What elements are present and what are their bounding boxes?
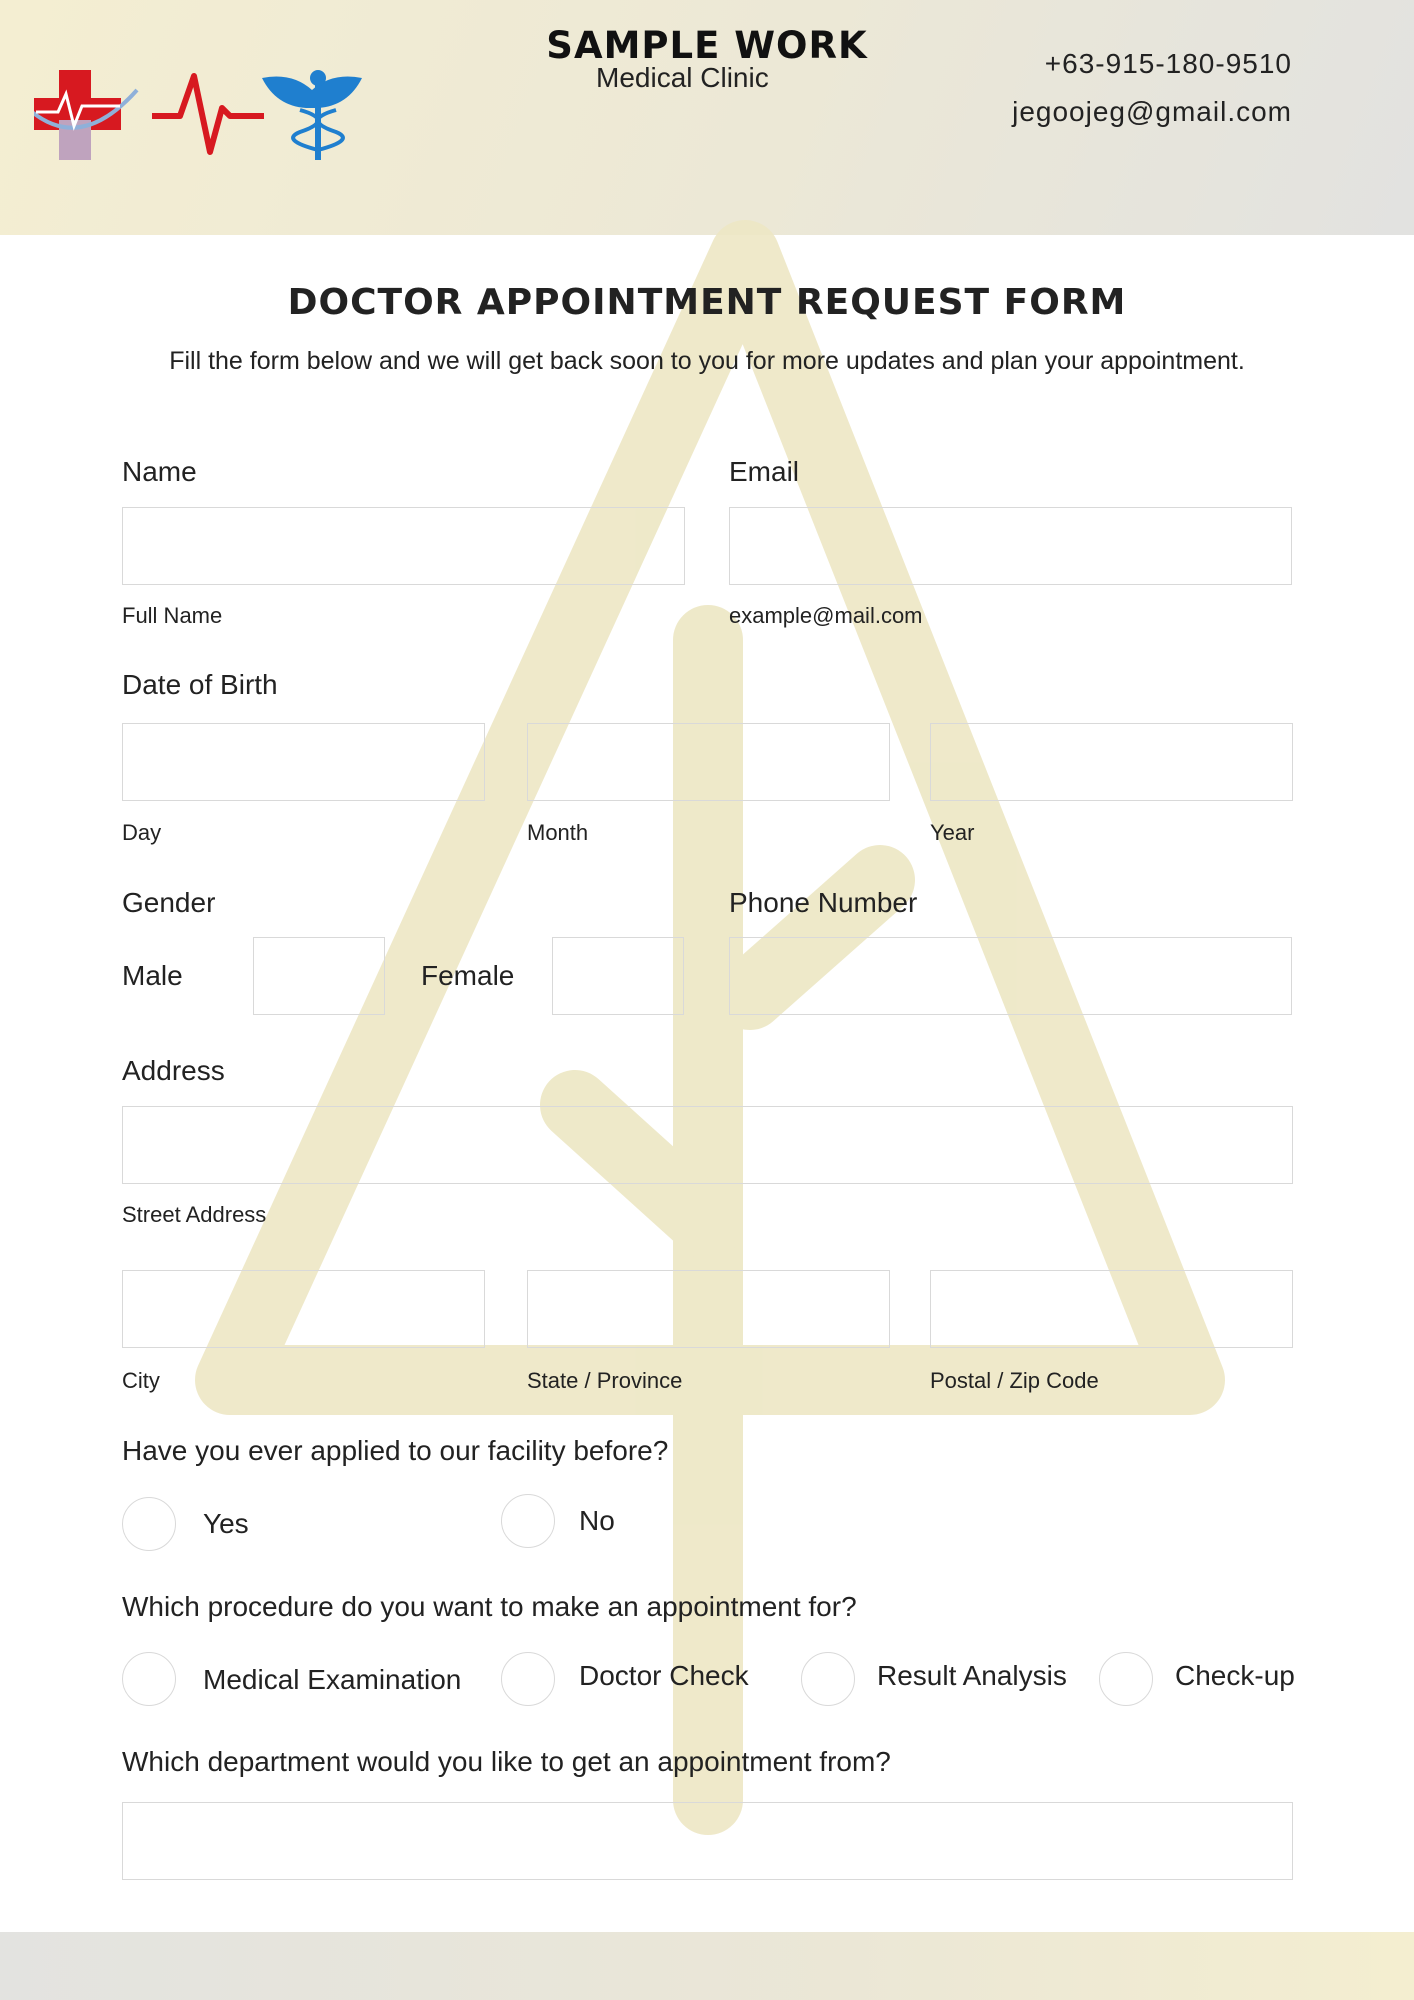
footer-band (0, 1932, 1414, 2000)
contact-phone: +63-915-180-9510 (1044, 48, 1292, 79)
city-input[interactable] (122, 1270, 485, 1348)
dob-label: Date of Birth (122, 669, 278, 700)
dob-day-input[interactable] (122, 723, 485, 801)
procedure-label-medical-examination: Medical Examination (203, 1664, 462, 1695)
brand-title: SAMPLE WORK (546, 24, 868, 67)
applied-yes-radio[interactable] (122, 1497, 176, 1551)
gender-male-box[interactable] (253, 937, 385, 1015)
applied-question: Have you ever applied to our facility before? (122, 1435, 669, 1466)
state-input[interactable] (527, 1270, 890, 1348)
email-label: Email (729, 456, 800, 487)
procedure-label-doctor-check: Doctor Check (579, 1660, 749, 1691)
gender-female-box[interactable] (552, 937, 684, 1015)
address-label: Address (122, 1055, 225, 1086)
procedure-radio-medical-examination[interactable] (122, 1652, 176, 1706)
name-hint: Full Name (122, 603, 223, 628)
city-hint: City (122, 1368, 160, 1393)
gender-male-label: Male (122, 960, 183, 991)
applied-no-label: No (579, 1505, 615, 1536)
logo-group (34, 60, 384, 170)
procedure-label-check-up: Check-up (1175, 1660, 1295, 1691)
dob-month-hint: Month (527, 820, 589, 845)
gender-female-label: Female (421, 960, 515, 991)
contact-email: jegoojeg@gmail.com (1012, 96, 1292, 127)
name-label: Name (122, 456, 197, 487)
email-hint: example@mail.com (729, 603, 923, 628)
dob-year-hint: Year (930, 820, 975, 845)
department-input[interactable] (122, 1802, 1293, 1880)
zip-input[interactable] (930, 1270, 1293, 1348)
procedure-radio-check-up[interactable] (1099, 1652, 1153, 1706)
form-title: DOCTOR APPOINTMENT REQUEST FORM (287, 282, 1127, 323)
street-address-hint: Street Address (122, 1202, 267, 1227)
heartbeat-icon (152, 76, 264, 152)
procedure-radio-doctor-check[interactable] (501, 1652, 555, 1706)
dob-year-input[interactable] (930, 723, 1293, 801)
medical-cross-icon (34, 70, 137, 160)
brand-subtitle: Medical Clinic (596, 62, 769, 93)
phone-label: Phone Number (729, 887, 918, 918)
procedure-question: Which procedure do you want to make an appointment for? (122, 1591, 857, 1622)
procedure-radio-result-analysis[interactable] (801, 1652, 855, 1706)
phone-input[interactable] (729, 937, 1292, 1015)
email-input[interactable] (729, 507, 1292, 585)
dob-month-input[interactable] (527, 723, 890, 801)
dob-day-hint: Day (122, 820, 162, 845)
form-subtitle: Fill the form below and we will get back soon to you for more updates and plan your appointment. (169, 347, 1245, 375)
applied-yes-label: Yes (203, 1508, 249, 1539)
state-hint: State / Province (527, 1368, 683, 1393)
zip-hint: Postal / Zip Code (930, 1368, 1099, 1393)
name-input[interactable] (122, 507, 685, 585)
caduceus-icon (262, 70, 362, 160)
street-address-input[interactable] (122, 1106, 1293, 1184)
procedure-label-result-analysis: Result Analysis (877, 1660, 1067, 1691)
department-question: Which department would you like to get an appointment from? (122, 1746, 891, 1777)
gender-label: Gender (122, 887, 216, 918)
applied-no-radio[interactable] (501, 1494, 555, 1548)
